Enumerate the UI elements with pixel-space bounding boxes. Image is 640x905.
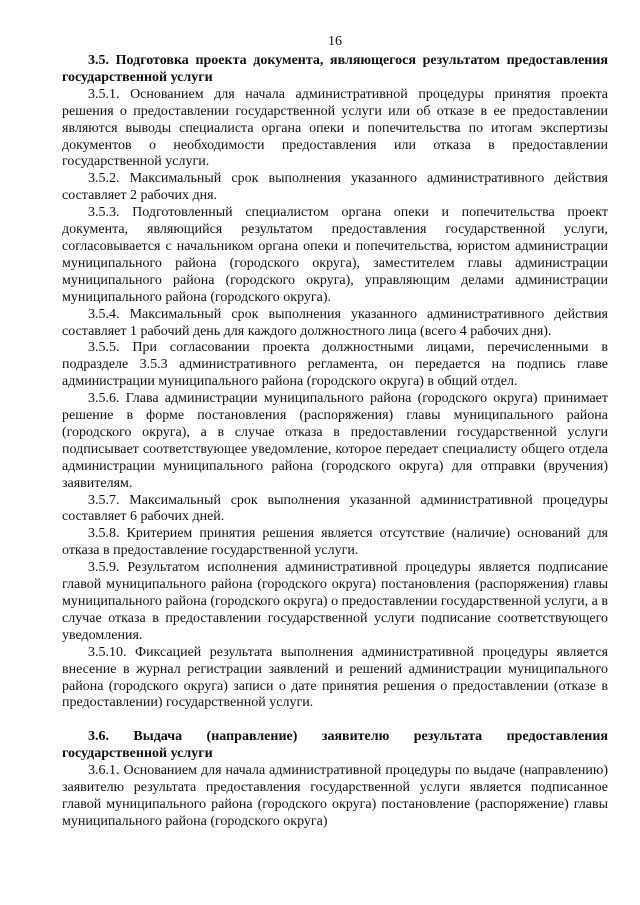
section-3-6-heading: 3.6. Выдача (направление) заявителю результата предоставления государственной услуги (62, 729, 608, 762)
paragraph-3-5-8: 3.5.8. Критерием принятия решения является отсутствие (наличие) оснований для отказа в предоставление государственной услуги. (62, 526, 608, 559)
paragraph-3-5-1: 3.5.1. Основанием для начала административной процедуры принятия проекта решения о предоставлении государственной услуги или об отказе в ее предоставлении являются выводы специалиста органа опеки и попечительства по итогам экспертизы документов о необходимости предоставления или отказа в предоставлении государственной услуги. (62, 86, 608, 170)
section-3-5-heading: 3.5. Подготовка проекта документа, являющегося результатом предоставления государственной услуги (62, 53, 608, 85)
paragraph-3-5-2: 3.5.2. Максимальный срок выполнения указанного административного действия составляет 2 рабочих дня. (62, 171, 608, 204)
paragraph-3-5-9: 3.5.9. Результатом исполнения административной процедуры является подписание главой муниципального района (городского округа) постановления (распоряжения) главы муниципального района (городского округа) о предоставлении государственной услуги, а в случае отказа в предоставлении государственной услуги подписание соответствующего уведомления. (62, 560, 608, 643)
document-page (62, 34, 608, 831)
paragraph-3-5-6: 3.5.6. Глава администрации муниципального района (городского округа) принимает решение в форме постановления (распоряжения) главы муниципального района (городского округа), а в случае отказа в предоставлении государственной услуги подписывает соответствующее уведомление, которое передает специалисту общего отдела администрации муниципального района (городского округа) для отправки (вручения) заявителям. (62, 391, 608, 491)
page-number: 16 (328, 34, 342, 49)
paragraph-3-6-1: 3.6.1. Основанием для начала административной процедуры по выдаче (направлению) заявителю результата предоставления государственной услуги является подписанное главой муниципального района (городского округа) постановление (распоряжение) главы муниципального района (городского округа) (62, 763, 608, 829)
paragraph-3-5-3: 3.5.3. Подготовленный специалистом органа опеки и попечительства проект документа, являющийся результатом предоставления государственной услуги, согласовывается с начальником органа опеки и попечительства, юристом администрации муниципального района (городского округа), заместителем главы администрации муниципального района (городского округа), управляющим делами администрации муниципального района (городского округа). (62, 205, 608, 305)
paragraph-3-5-7: 3.5.7. Максимальный срок выполнения указанной административной процедуры составляет 6 рабочих дней. (62, 492, 608, 525)
paragraph-3-5-5: 3.5.5. При согласовании проекта должностными лицами, перечисленными в подразделе 3.5.3 административного регламента, он передается на подпись главе администрации муниципального района (городского округа) в общий отдел. (62, 340, 608, 390)
section-spacer (62, 712, 608, 729)
paragraph-3-5-10: 3.5.10. Фиксацией результата выполнения административной процедуры является внесение в журнал регистрации заявлений и решений администрации муниципального района (городского округа) записи о дате принятия решения о предоставлении (отказе в предоставлении) государственной услуги. (62, 644, 608, 711)
paragraph-3-5-4: 3.5.4. Максимальный срок выполнения указанного административного действия составляет 1 рабочий день для каждого должностного лица (всего 4 рабочих дня). (62, 306, 608, 339)
